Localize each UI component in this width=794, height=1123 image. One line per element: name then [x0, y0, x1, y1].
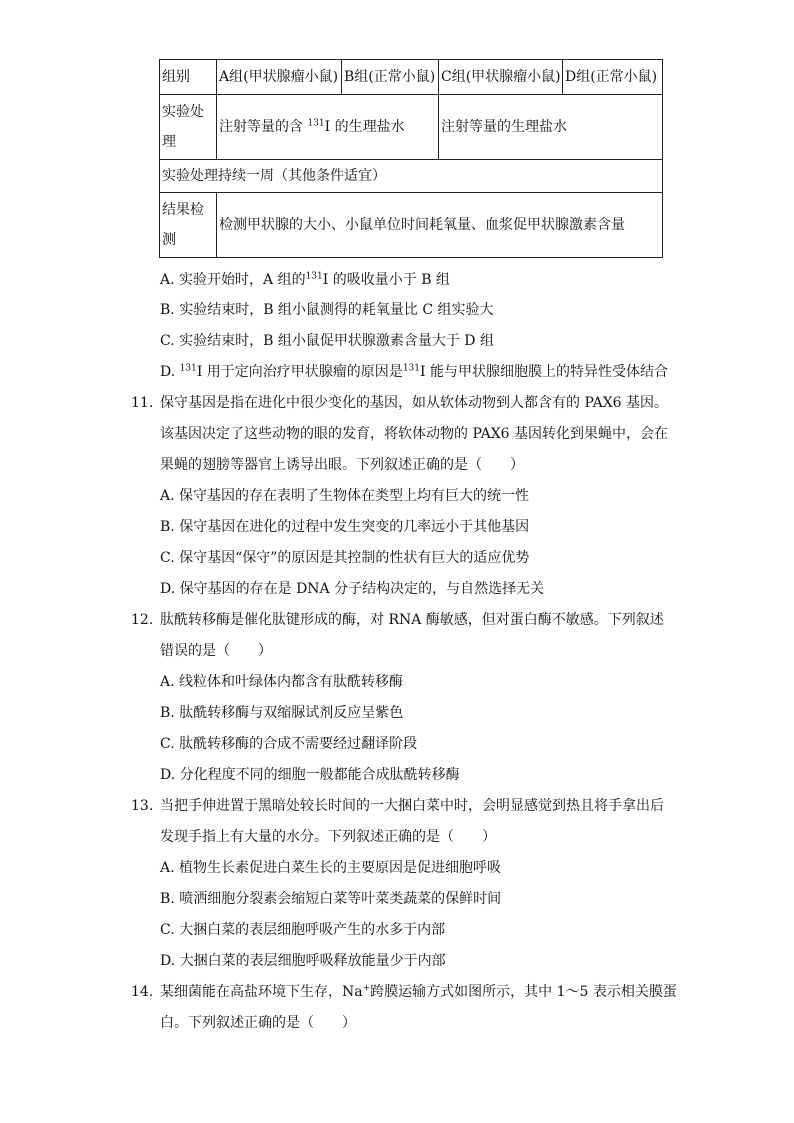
- superscript: 131: [402, 363, 420, 374]
- question-number: 12.: [131, 612, 154, 628]
- question-stem: 发现手指上有大量的水分。下列叙述正确的是（ ）: [160, 829, 496, 845]
- question-stem: [160, 982, 677, 1002]
- question-number: 11.: [131, 395, 154, 411]
- table-cell: 实验处理: [160, 95, 217, 160]
- option-d: D. 保守基因的存在是 DNA 分子结构决定的，与自然选择无关: [160, 581, 545, 597]
- option-b: B. 肽酰转移酶与双缩脲试剂反应呈紫色: [160, 705, 404, 721]
- table-cell: D组(正常小鼠): [563, 60, 663, 95]
- table-cell: A组(甲状腺瘤小鼠): [217, 60, 342, 95]
- table-cell: 检测甲状腺的大小、小鼠单位时间耗氧量、血浆促甲状腺激素含量: [217, 193, 663, 258]
- option-a: A. 保守基因的存在表明了生物体在类型上均有巨大的统一性: [160, 488, 530, 504]
- table-cell: C组(甲状腺瘤小鼠): [439, 60, 563, 95]
- option-a: A. 植物生长素促进白菜生长的主要原因是促进细胞呼吸: [160, 860, 502, 876]
- option-c: C. 实验结束时，B 组小鼠促甲状腺激素含量大于 D 组: [160, 333, 494, 349]
- option-text: A. 实验开始时，A 组的: [160, 272, 306, 288]
- option-text: I 能与甲状腺细胞膜上的特异性受体结合: [420, 364, 668, 380]
- table-cell: [217, 95, 439, 160]
- option-c: C. 大捆白菜的表层细胞呼吸产生的水多于内部: [160, 922, 446, 938]
- stem-text: 某细菌能在高盐环境下生存，Na: [160, 984, 363, 1000]
- question-number: 14.: [131, 984, 154, 1000]
- question-stem: 白。下列叙述正确的是（ ）: [160, 1015, 356, 1031]
- table-cell: 实验处理持续一周（其他条件适宜）: [160, 160, 663, 193]
- option-b: B. 实验结束时，B 组小鼠测得的耗氧量比 C 组实验大: [160, 302, 494, 318]
- option-b: B. 保守基因在进化的过程中发生突变的几率远小于其他基因: [160, 519, 530, 535]
- option-d: D. 大捆白菜的表层细胞呼吸释放能量少于内部: [160, 953, 446, 969]
- table-cell: 注射等量的生理盐水: [439, 95, 663, 160]
- question-stem: 果蝇的翅膀等器官上诱导出眼。下列叙述正确的是（ ）: [160, 457, 524, 473]
- option-b: B. 喷洒细胞分裂素会缩短白菜等叶菜类蔬菜的保鲜时间: [160, 891, 502, 907]
- cell-text: I 的生理盐水: [324, 119, 405, 135]
- question-stem: 错误的是（ ）: [160, 643, 272, 659]
- option-a: A. 线粒体和叶绿体内都含有肽酰转移酶: [160, 674, 404, 690]
- table-cell: 结果检测: [160, 193, 217, 258]
- question-stem: 肽酰转移酶是催化肽键形成的酶，对 RNA 酶敏感，但对蛋白酶不敏感。下列叙述: [160, 612, 664, 628]
- question-stem: 该基因决定了这些动物的眼的发育，将软体动物的 PAX6 基因转化到果蝇中，会在: [160, 426, 669, 442]
- superscript: 131: [305, 271, 323, 282]
- option-text: D.: [160, 364, 180, 380]
- option-text: I 的吸收量小于 B 组: [322, 272, 450, 288]
- table-cell: B组(正常小鼠): [342, 60, 439, 95]
- experiment-table: [159, 59, 663, 258]
- table-row: [160, 95, 663, 160]
- stem-text: 跨膜运输方式如图所示，其中 1～5 表示相关膜蛋: [370, 984, 677, 1000]
- option-text: I 用于定向治疗甲状腺瘤的原因是: [196, 364, 403, 380]
- question-stem: 保守基因是指在进化中很少变化的基因，如从软体动物到人都含有的 PAX6 基因。: [160, 395, 669, 411]
- question-stem: 当把手伸进置于黑暗处较长时间的一大捆白菜中时，会明显感觉到热且将手拿出后: [160, 798, 664, 814]
- option-c: C. 肽酰转移酶的合成不需要经过翻译阶段: [160, 736, 418, 752]
- superscript: +: [362, 983, 371, 994]
- table-row: [160, 160, 663, 193]
- option-d: [160, 362, 668, 382]
- option-a: [160, 270, 450, 290]
- superscript: 131: [307, 118, 325, 129]
- superscript: 131: [179, 363, 197, 374]
- table-row: [160, 193, 663, 258]
- option-c: C. 保守基因“保守”的原因是其控制的性状有巨大的适应优势: [160, 550, 530, 566]
- option-d: D. 分化程度不同的细胞一般都能合成肽酰转移酶: [160, 767, 460, 783]
- cell-text: 注射等量的含: [219, 119, 308, 135]
- table-cell: 组别: [160, 60, 217, 95]
- question-number: 13.: [131, 798, 154, 814]
- table-header-row: [160, 60, 663, 95]
